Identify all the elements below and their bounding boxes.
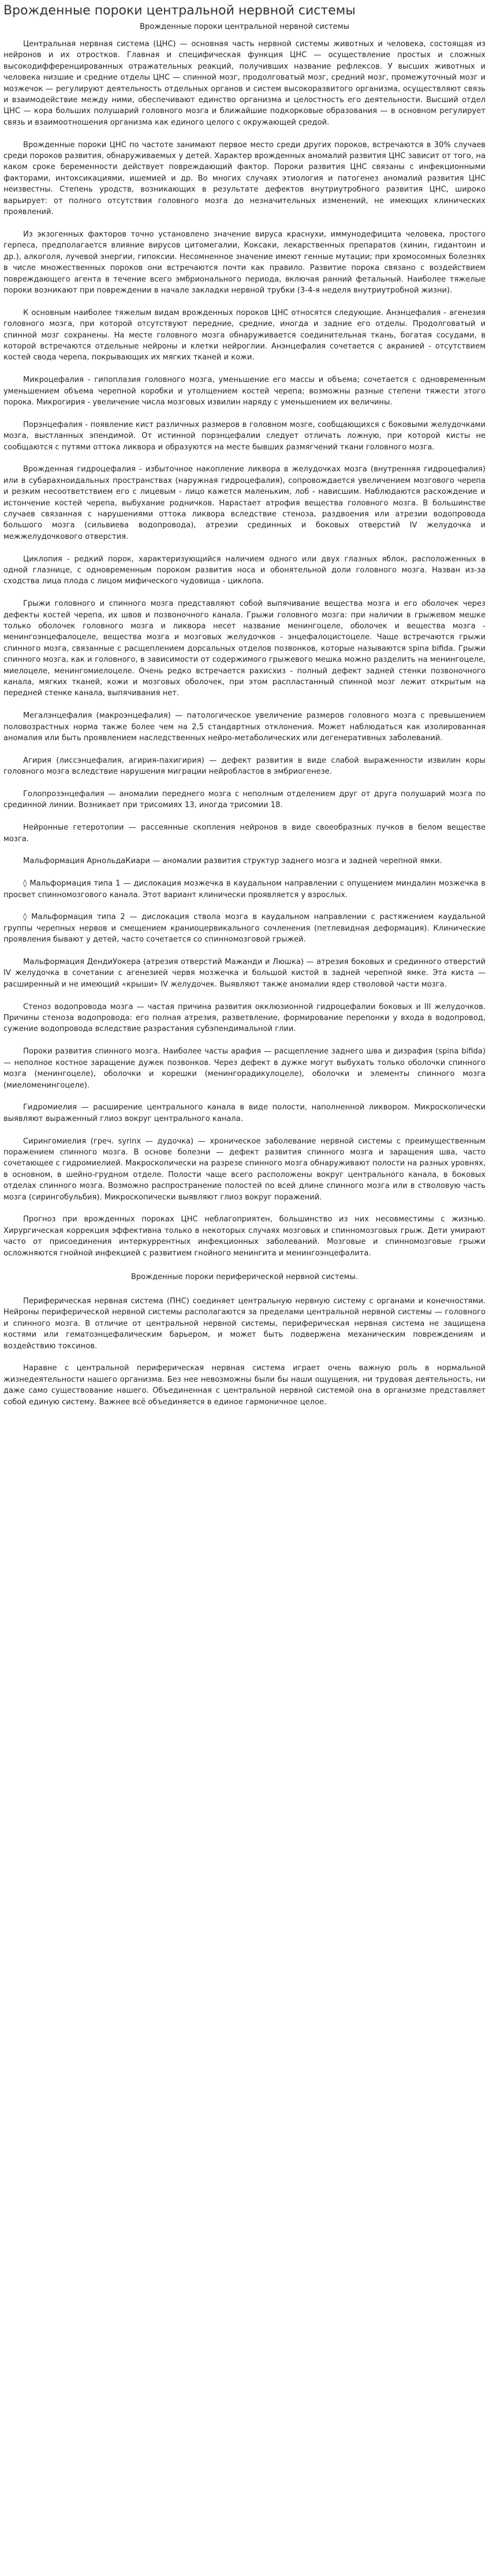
paragraph: Циклопия - редкий порок, характеризующийся наличием одного или двух глазных яблок, расположенных в одной глазнице, с одновременным пороком развития носа и обонятельной доли головного мозга. Назван из-за сходства лица плода с лицом мифического чудовища - циклопа. <box>3 554 486 586</box>
paragraph: Голопрозэнцефалия — аномалии переднего мозга с неполным отделением друг от друга полушарий мозга по срединной линии. Возникает при трисомиях 13, иногда трисомии 18. <box>3 790 486 810</box>
section-title: Врожденные пороки периферической нервной системы. <box>130 1272 359 1281</box>
paragraph: Стеноз водопровода мозга — частая причина развития окклюзионной гидроцефалии боковых и III желудочков. Причины стеноза водопровода: его полная атрезия, разветвление, формирование перепонки у входа в водопровод, сужение водопровода вследствие разрастания субэпендимальной глии. <box>3 1002 486 1034</box>
paragraph: К основным наиболее тяжелым видам врожденных пороков ЦНС относятся следующие. Анэнцефалия - агенезия головного мозга, при которой отсутствуют передние, средние, иногда и задние его отделы. Продолговатый и спинной мозг сохранены. На месте головного мозга обнаруживается соединительная ткань, богатая сосудами, в которой встречаются отдельные нейроны и клетки нейроглии. Анэнцефалия сочетается с акранией - отсутствием костей свода черепа, покрывающих их мягких тканей и кожи. <box>3 308 486 362</box>
paragraph: Агирия (лиссэнцефалия, агирия-пахигирия) — дефект развития в виде слабой выраженности извилин коры головного мозга вследствие нарушения миграции нейробластов в эмбриогенезе. <box>3 756 486 777</box>
paragraph: Из экзогенных факторов точно установлено значение вируса краснухи, иммунодефицита человека, простого герпеса, предполагается влияние вирусов цитомегалии, Коксаки, лекарственных препаратов (хинин, гидантоин и др.), алкоголя, лучевой энергии, гипоксии. Несомненное значение имеют генные мутации; при хромосомных болезнях в числе множественных пороков они встречаются почти как правило. Развитие порока связано с воздействием повреждающего агента в течение всего эмбрионального периода, включая ранний фетальный. Наиболее тяжелые пороки возникают при повреждении в начале закладки нервной трубки (3-4-я неделя внутриутробной жизни). <box>3 230 486 295</box>
paragraph: Периферическая нервная система (ПНС) соединяет центральную нервную систему с органами и конечностями. Нейроны периферической нервной системы располагаются за пределами центральной нервной системы — головного и спинного мозга. В отличие от центральной нервной системы, периферическая нервная система не защищена костями или гематоэнцефалическим барьером, и может быть подвержена механическим повреждениям и воздействию токсинов. <box>3 1296 486 1351</box>
paragraph: Гидромиелия — расширение центрального канала в виде полости, наполненной ликвором. Микроскопически выявляют выраженный глиоз вокруг центрального канала. <box>3 1103 486 1123</box>
paragraph: Врожденная гидроцефалия - избыточное накопление ликвора в желудочках мозга (внутренняя гидроцефалия) или в субарахноидальных пространствах (наружная гидроцефалия), сопровождается увеличением мозгового черепа и резким несоответствием его с лицевым - лицо кажется маленьким, лоб - нависшим. Наблюдаются расхождение и истончение костей черепа, выбухание родничков. Нарастает атрофия вещества головного мозга. В большинстве случаев связанная с нарушениями оттока ликвора вследствие стеноза, раздвоения или атрезии водопровода большого мозга (сильвиева водопровода), атрезии срединных и боковых отверстий IV желудочка и межжелудочкового отверстия. <box>3 465 486 541</box>
paragraph: Врожденные пороки ЦНС по частоте занимают первое место среди других пороков, встречаются в 30% случаев среди пороков развития, обнаруживаемых у детей. Характер врожденных аномалий развития ЦНС зависит от того, на каком сроке беременности действует повреждающий фактор. Пороки развития ЦНС связаны с инфекционными факторами, интоксикациями, ишемией и др. Во многих случаях этиология и патогенез аномалий развития ЦНС неизвестны. Степень уродств, возникающих в результате дефектов внутриутробного развития ЦНС, широко варьирует: от полного отсутствия головного мозга до незначительных изменений, не имеющих клинических проявлений. <box>3 140 486 217</box>
article-body <box>0 21 489 1408</box>
paragraph: Нейронные гетеротопии — рассеянные скопления нейронов в виде своеобразных пучков в белом веществе мозга. <box>3 823 486 843</box>
paragraph: Мегалэнцефалия (макроэнцефалия) — патологическое увеличение размеров головного мозга с превышением половозрастных норма также более чем на 2,5 стандартных отклонения. Может наблюдаться как изолированная аномалия или быть проявлением наследственных нейро-метаболических или дегенеративных заболеваний. <box>3 711 486 743</box>
paragraph: Грыжи головного и спинного мозга представляют собой выпячивание вещества мозга и его оболочек через дефекты костей черепа, их швов и позвоночного канала. Грыжи головного мозга: при наличии в грыжевом мешке только оболочек головного мозга и ликвора несет название менингоцеле, оболочек и вещества мозга - менингоэнцефалоцеле, вещества мозга и мозговых желудочков - энцефалоцистоцеле. Чаще встречаются грыжи спинного мозга, связанные с расщеплением дорсальных отделов позвонков, которые называются spina bifida. Грыжи спинного мозга, как и головного, в зависимости от содержимого грыжевого мешка можно разделить на менингоцеле, миелоцеле, менингомиелоцеле. Очень редко встречается рахисхиз - полный дефект задней стенки позвоночного канала, мягких тканей, кожи и мозговых оболочек, при этом распластанный спинной мозг лежит открытым на передней стенке канала, выпячивания нет. <box>3 599 486 698</box>
paragraph: Микроцефалия - гипоплазия головного мозга, уменьшение его массы и объема; сочетается с одновременным уменьшением объема черепной коробки и утолщением костей черепа; возможны разные степени тяжести этого порока. Микрогирия - увеличение числа мозговых извилин наряду с уменьшением их величины. <box>3 376 486 407</box>
paragraph: Мальформация АрнольдаКиари — аномалии развития структур заднего мозга и задней черепной ямки. <box>23 857 442 866</box>
paragraph: Порэнцефалия - появление кист различных размеров в головном мозге, сообщающихся с боковыми желудочками мозга, выстланных эпендимой. От истинной порэнцефалии следует отличать ложную, при которой кисты не сообщаются с путями оттока ликвора и образуются на месте бывших размягчений ткани головного мозга. <box>3 420 486 452</box>
article-title: Врожденные пороки центральной нервной системы <box>140 23 349 31</box>
paragraph: Сирингомиелия (греч. syrinx — дудочка) — хроническое заболевание нервной системы с преимущественным поражением спинного мозга. В основе болезни — дефект развития спинного мозга и заращения шва, часто сочетающее с гидромиелией. Макроскопически на разрезе спинного мозга обнаруживают полости на разных уровнях, в основном, в шейно-грудном отделе. Полости чаще всего расположены вокруг центрального канала, в боковых отделах спинного мозга. Возможно распространение полостей по всей длине спинного мозга или в стволовую часть мозга (сирингобульбия). Микроскопически выявляют глиоз вокруг поражений. <box>3 1137 486 1202</box>
paragraph: Мальформация ДендиУокера (атрезия отверстий Мажанди и Люшка) — атрезия боковых и срединного отверстий IV желудочка в сочетании с агенезией червя мозжечка и большой кистой в задней черепной ямке. Эта киста — расширенный и не имеющий «крыши» IV желудочек. Выявляют также аномалии ядер стволовой части мозга. <box>3 958 486 989</box>
page-title: Врожденные пороки центральной нервной системы <box>3 3 356 18</box>
paragraph: ◊ Мальформация типа 1 — дислокация мозжечка в каудальном направлении с опущением миндалин мозжечка в просвет спинномозгового канала. Этот вариант клинически проявляется у взрослых. <box>3 879 486 899</box>
paragraph: Наравне с центральной периферическая нервная система играет очень важную роль в нормальной жизнедеятельности нашего организма. Без нее невозможны были бы наши ощущения, ни трудовая деятельность, ни даже само существование нашего. Объединенная с центральной нервной системой она в организме представляет собой единую систему. Важнее всё объединяется в единое гармоничное целое. <box>3 1364 486 1407</box>
paragraph: ◊ Мальформация типа 2 — дислокация ствола мозга в каудальном направлении с растяжением каудальной группы черепных нервов и смещением краниоцервикального сочленения (петлевидная деформация). Клинические проявления бывают у детей, часто сочетается со спинномозговой грыжей. <box>3 913 486 944</box>
paragraph: Пороки развития спинного мозга. Наиболее часты арафия — расщепление заднего шва и дизрафия (spina bifida) — неполное костное заращение дужек позвонков. Через дефект в дужке могут выбухать только оболочки спинного мозга (менингоцеле), оболочки и корешки (менингорадикулоцеле), оболочки и элементы спинного мозга (миеломенингоцеле). <box>3 1047 486 1090</box>
paragraph: Центральная нервная система (ЦНС) — основная часть нервной системы животных и человека, состоящая из нейронов и их отростков. Главная и специфическая функция ЦНС — осуществление простых и сложных высокодифференцированных отражательных реакций, получивших название рефлексов. У высших животных и человека низшие и средние отделы ЦНС — спинной мозг, продолговатый мозг, средний мозг, промежуточный мозг и мозжечок — регулируют деятельность отдельных органов и систем высокоразвитого организма, осуществляют связь и взаимодействие между ними, обеспечивают единство организма и целостность его деятельности. Высший отдел ЦНС — кора больших полушарий головного мозга и ближайшие подкорковые образования — в основном регулирует связь и взаимоотношения организма как единого целого с окружающей средой. <box>3 40 486 127</box>
paragraph: Прогноз при врожденных пороках ЦНС неблагоприятен, большинство из них несовместимы с жизнью. Хирургическая коррекция эффективна только в некоторых случаях мозговых и спинномозговых грыж. Дети умирают часто от присоединения интеркуррентных инфекционных заболеваний. Мозговые и спинномозговые грыжи осложняются гнойной инфекцией с развитием гнойного менингита и менингоэнцефалита. <box>3 1215 486 1258</box>
